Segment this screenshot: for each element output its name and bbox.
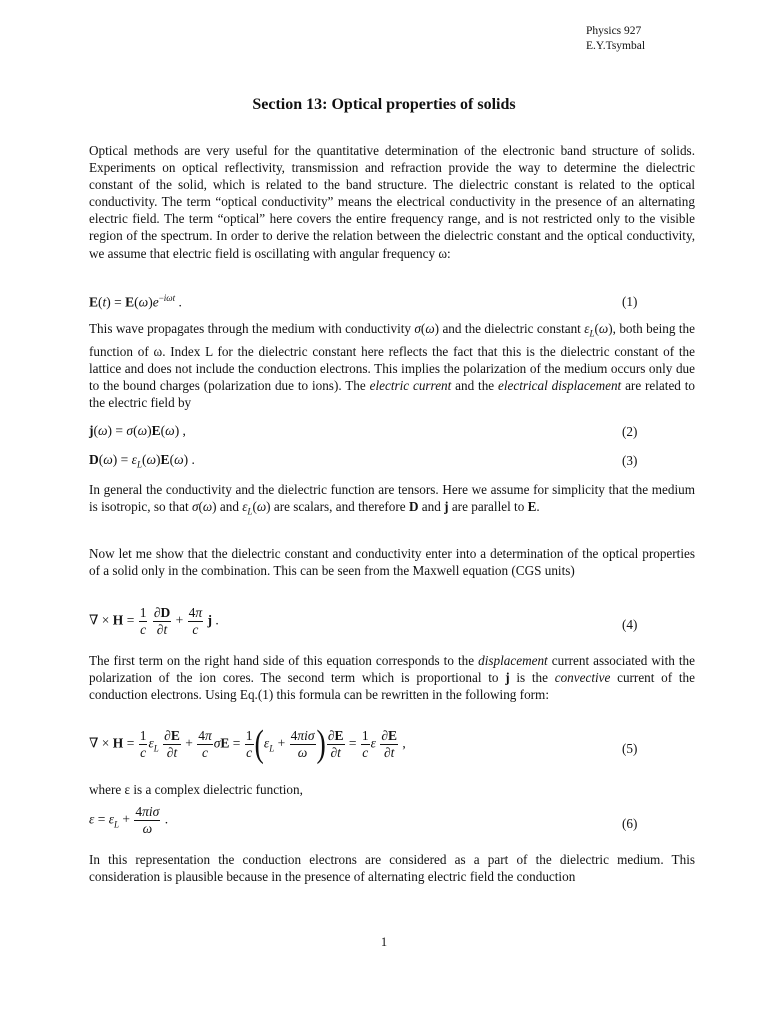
equation-3: $D(\omega) = \varepsilon_L(\omega)E(\omega)$ . — [89, 452, 195, 470]
equation-number-6: (6) — [622, 816, 638, 831]
displacement-paragraph: The first term on the right hand side of this equation corresponds to the displacement current associated with the polarization of the ion cores. The second term which is proportional to j is the convective current of the conduction electrons. Using Eq.(1) this formula can be rewritten in the following form: — [89, 653, 695, 703]
equation-number-2: (2) — [622, 424, 638, 439]
course-name: Physics 927 — [586, 25, 642, 37]
equation-4: ∇ × H = $\frac{1}{c}$ $\frac{\partial D}{\partial t}$ + $\frac{4\pi}{c}$ j . — [89, 605, 219, 637]
equation-number-3: (3) — [622, 453, 638, 468]
section-title: Section 13: Optical properties of solids — [252, 96, 516, 113]
equation-5: ∇ × H = $\frac{1}{c}$ $\varepsilon_L$ $\frac{\partial E}{\partial t}$ + $\frac{4\pi}{c}$ σE = $\frac{1}{c}$ ($\varepsilon_L$ + $\frac{\text{4πiσ}}{\omega}$ ) $\frac{\partial E}{\partial t}$ = $\frac{1}{c}$ ε $\frac{\partial E}{\partial t}$ , — [89, 722, 406, 765]
wave-paragraph: This wave propagates through the medium with conductivity σ(ω) and the dielectric constant $\varepsilon_L(\omega)$, both being the function of ω. Index L for the dielectric constant here reflects the fact that this is the dielectric constant of the lattice and does not include the conduction electrons. This implies the polarization of the medium occurs only due to the bound charges (polarization due to ions). The electric current and the electrical displacement are related to the electric field by — [89, 321, 695, 411]
author-name: E.Y.Tsymbal — [586, 40, 646, 52]
equation-number-4: (4) — [622, 617, 638, 632]
intro-paragraph: Optical methods are very useful for the quantitative determination of the electronic band structure of solids. Experiments on optical reflectivity, transmission and refraction provide the way to determine the dielectric constant of the solid, which is related to the band structure. The dielectric constant is related to the optical conductivity. The term “optical conductivity” means the electrical conductivity in the presence of an alternating electric field. The term “optical” here covers the entire frequency range, and is not restricted only to the visible region of the spectrum. In order to derive the relation between the dielectric constant and the optical conductivity, we assume that electric field is oscillating with angular frequency ω: — [89, 143, 695, 261]
representation-paragraph: In this representation the conduction electrons are considered as a part of the dielectric medium. This consideration is plausible because in the presence of alternating electric field the conduction — [89, 852, 695, 885]
tensor-paragraph: In general the conductivity and the dielectric function are tensors. Here we assume for simplicity that the medium is isotropic, so that σ(ω) and $\varepsilon_L(\omega)$ are scalars, and therefore D and j are parallel to E. — [89, 482, 695, 517]
running-header — [586, 24, 645, 54]
equation-6: $\varepsilon = \varepsilon_L$ + $\frac{\text{4πiσ}}{\omega}$ . — [89, 804, 169, 836]
equation-2: j(ω) = σ(ω)E(ω) , — [89, 423, 186, 438]
complex-dielectric-paragraph: where ε is a complex dielectric function, — [89, 782, 303, 797]
equation-1: $E(t) = E(\omega)e^{-i\omega t}$ . — [89, 293, 182, 310]
equation-number-1: (1) — [622, 294, 638, 309]
maxwell-paragraph: Now let me show that the dielectric constant and conductivity enter into a determination of the optical properties of a solid only in the combination. This can be seen from the Maxwell equation (CGS units) — [89, 546, 695, 579]
equation-number-5: (5) — [622, 741, 638, 756]
page-number: 1 — [380, 935, 388, 949]
